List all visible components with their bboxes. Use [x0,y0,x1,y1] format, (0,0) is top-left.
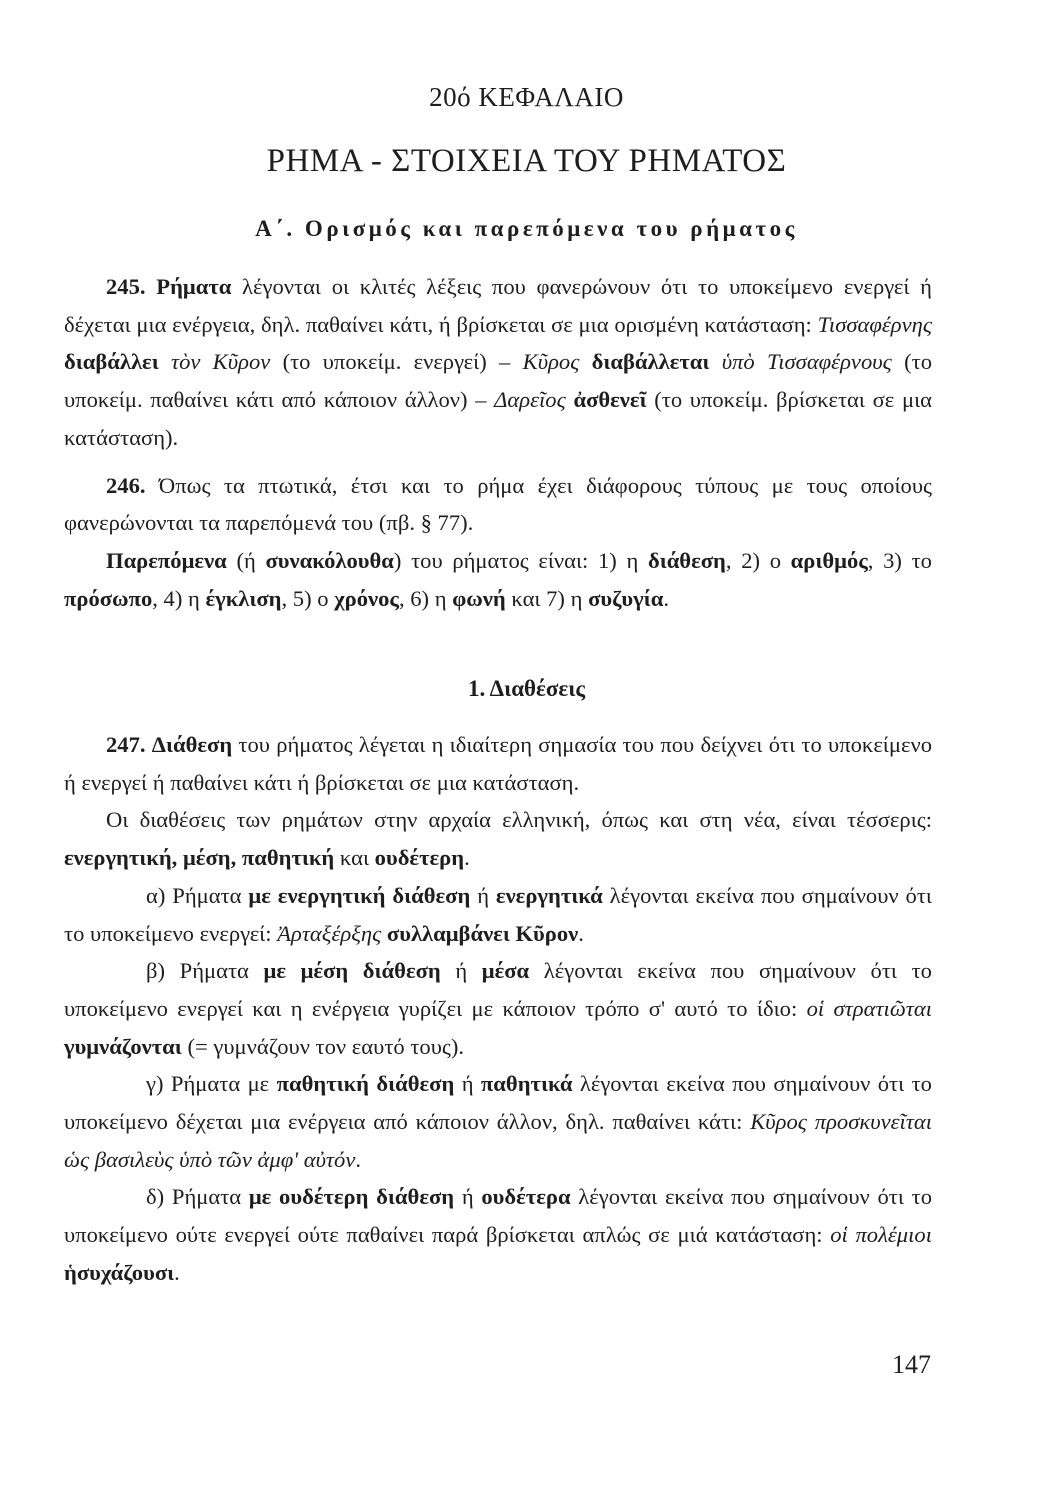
text: . [464,845,470,871]
chapter-title: ΡΗΜΑ - ΣΤΟΙΧΕΙΑ ΤΟΥ ΡΗΜΑΤΟΣ [266,143,787,179]
example: Ἀρταξέρξης [277,920,382,946]
example: Τισσαφέρνης [817,311,932,337]
item-d [64,1178,932,1291]
text: λέγονται εκείνα που σημαίνουν ότι το υποκείμενο ούτε ενεργεί ούτε παθαίνει παρά βρίσκεται απλώς σε μιά κατάσταση: [64,1184,933,1248]
term: με ενεργητική διάθεση [248,882,471,908]
term: με ουδέτερη διάθεση [248,1184,455,1210]
example: Κῦρος [522,349,580,375]
term: συζυγία [588,585,664,611]
section-heading: Α΄. Ορισμός και παρεπόμενα του ρήματος [255,216,798,241]
text: , 4) η [152,585,206,611]
text: γ) Ρήματα με [146,1071,277,1097]
text: και 7) η [505,585,589,611]
text: (το υποκείμ. ενεργεί) – [270,349,523,375]
term: ουδέτερη [374,845,465,871]
paragraph-number: 245. [106,274,146,299]
text: δ) Ρήματα [146,1184,249,1210]
term: διάθεση [647,547,726,573]
text: (ή [226,547,266,573]
term: παθητικά [480,1071,573,1097]
text: λέγονται εκείνα που σημαίνουν ότι το υποκείμενο ενεργεί και η ενέργεια γυρίζει με κάποιον τρόπο σ' αυτό το ίδιο: [64,958,932,1021]
example: ὑπὸ Τισσαφέρνους [721,349,892,375]
term: συνακόλουθα [265,547,394,573]
term: Ρήματα [156,274,232,299]
text: Οι διαθέσεις των ρημάτων στην αρχαία ελληνική, όπως και στη νέα, είναι τέσσερις: [106,807,932,833]
text: Όπως τα πτωτικά, έτσι και το ρήμα έχει διάφορους τύπους με τους οποίους φανερώνονται τα παρεπόμενά του (πβ. § 77). [64,472,932,536]
term: χρόνος [334,585,399,611]
text: (= γυμνάζουν τον εαυτό τους). [181,1033,465,1059]
body-block-1 [64,268,932,617]
example: τὸν Κῦρον [171,349,271,375]
text: ή [440,958,482,984]
term: αριθμός [790,547,868,573]
item-b [64,952,932,1065]
term: φωνή [452,585,506,611]
text: , 3) το [867,547,932,573]
page-number: 147 [892,1350,931,1379]
example: οἱ πολέμιοι [830,1222,932,1248]
example-verb: ἀσθενεῖ [573,387,647,413]
text: (το υποκείμ. παθαίνει κάτι από κάποιον άλλον) – [64,349,932,413]
text: ή [454,1071,481,1097]
text: , 5) ο [281,585,335,611]
paragraph-246 [64,467,932,542]
paragraph-246-parepomena [64,542,932,617]
example-verb: συλλαμβάνει Κῦρον [386,920,579,946]
text: λέγονται εκείνα που σημαίνουν ότι το υποκείμενο ενεργεί: [64,882,932,946]
example-verb: γυμνάζονται [64,1033,182,1059]
text: λέγονται οι κλιτές λέξεις που φανερώνουν ότι το υποκείμενο ενεργεί ή δέχεται μια ενέργεια, δηλ. παθαίνει κάτι, ή βρίσκεται σε μια ορισμένη κατάσταση: [64,274,932,337]
example: Κῦρος προσκυνεῖται ὡς βασιλεὺς ὑπὸ τῶν ἀμφ' αὐτόν [64,1109,933,1172]
example-verb: διαβάλλει [64,349,159,375]
term: ενεργητικά [495,882,603,908]
chapter-heading: 20ό ΚΕΦΑΛΑΙΟ [429,82,624,112]
text: και [334,845,375,871]
text: λέγονται εκείνα που σημαίνουν ότι το υποκείμενο δέχεται μια ενέργεια από κάποιον άλλον, δηλ. παθαίνει κάτι: [64,1071,932,1135]
paragraph-247-diatheseis [64,801,932,876]
text: ή [454,1184,482,1210]
body-block-2 [64,726,932,1292]
term: Παρεπόμενα [106,547,227,573]
term: Διάθεση [151,732,233,757]
paragraph-number: 246. [106,472,146,498]
example: οἱ στρατιῶται [806,995,933,1021]
term: ουδέτερα [481,1184,571,1210]
paragraph-number: 247. [106,732,146,757]
paragraph-247 [64,726,932,801]
text: , 2) ο [725,547,791,573]
term: με μέση διάθεση [263,958,441,984]
example-verb: διαβάλλεται [591,349,710,375]
example-verb: ἡσυχάζουσι [64,1259,175,1285]
text: . [174,1259,180,1285]
term: πρόσωπο [64,585,153,611]
item-a [64,877,932,952]
subsection-heading: 1. Διαθέσεις [467,676,586,701]
term: μέσα [481,958,530,984]
term: ενεργητική, μέση, παθητική [64,845,335,871]
text: α) Ρήματα [146,882,249,908]
example: Δαρεῖος [494,387,566,413]
text: , 6) η [398,585,453,611]
text: . [355,1146,362,1172]
text: ή [470,882,496,908]
term: έγκλιση [205,585,282,611]
paragraph-245 [64,268,932,457]
text: του ρήματος λέγεται η ιδιαίτερη σημασία του που δείχνει ότι το υποκείμενο ή ενεργεί ή παθαίνει κάτι ή βρίσκεται σε μια κατάσταση. [64,732,932,795]
text: β) Ρήματα [146,958,264,984]
item-c [64,1065,932,1178]
term: παθητική διάθεση [276,1071,455,1097]
text: ) του ρήματος είναι: 1) η [393,547,648,573]
text: (το υποκείμ. βρίσκεται σε μια κατάσταση). [64,387,932,450]
text: . [663,585,669,611]
text: . [578,920,584,946]
